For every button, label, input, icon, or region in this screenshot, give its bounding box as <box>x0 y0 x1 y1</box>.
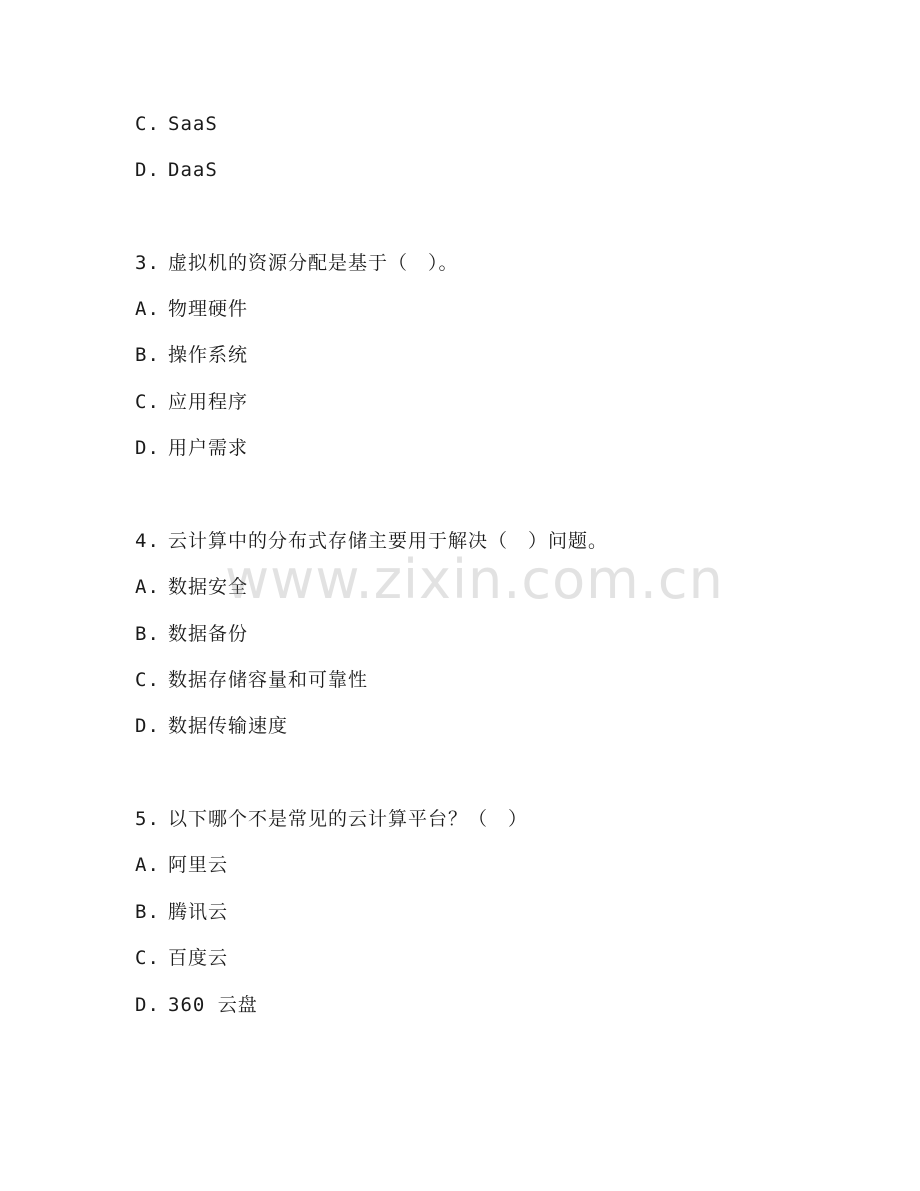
q4-option-d <box>135 714 288 738</box>
option-label: C. <box>135 669 160 691</box>
question-5 <box>135 807 528 831</box>
q3-option-a <box>135 297 248 321</box>
option-text: 用户需求 <box>168 437 249 459</box>
option-text: DaaS <box>168 159 218 181</box>
option-label: C. <box>135 113 160 135</box>
q4-option-a <box>135 575 248 599</box>
option-label: A. <box>135 576 160 598</box>
question-number: 4. <box>135 530 160 552</box>
option-label: B. <box>135 344 160 366</box>
option-d-daas <box>135 158 218 182</box>
q3-option-d <box>135 436 248 460</box>
option-label: B. <box>135 901 160 923</box>
option-label: C. <box>135 391 160 413</box>
option-label: D. <box>135 159 160 181</box>
option-text: 应用程序 <box>168 391 249 413</box>
q5-option-c <box>135 946 228 970</box>
option-text: 百度云 <box>168 947 229 969</box>
option-label: B. <box>135 623 160 645</box>
option-text: 数据传输速度 <box>168 715 289 737</box>
q5-option-a <box>135 853 228 877</box>
option-text: 数据安全 <box>168 576 249 598</box>
option-label: A. <box>135 854 160 876</box>
question-4 <box>135 529 608 553</box>
option-text: 数据备份 <box>168 623 249 645</box>
q3-option-b <box>135 343 248 367</box>
q5-option-d <box>135 993 258 1017</box>
option-label: D. <box>135 994 160 1016</box>
option-text: 腾讯云 <box>168 901 229 923</box>
q3-option-c <box>135 390 248 414</box>
q4-option-c <box>135 668 368 692</box>
site-watermark: www.zixin.com.cn <box>225 548 724 611</box>
question-number: 5. <box>135 808 160 830</box>
option-text: 阿里云 <box>168 854 229 876</box>
option-c-saas <box>135 112 218 136</box>
option-text: SaaS <box>168 113 218 135</box>
q5-option-b <box>135 900 228 924</box>
option-label: D. <box>135 715 160 737</box>
question-text: 虚拟机的资源分配是基于（ ）。 <box>168 252 459 274</box>
question-number: 3. <box>135 252 160 274</box>
question-text: 云计算中的分布式存储主要用于解决（ ）问题。 <box>168 530 609 552</box>
option-text: 360 云盘 <box>168 994 258 1016</box>
option-label: A. <box>135 298 160 320</box>
option-label: D. <box>135 437 160 459</box>
question-3 <box>135 251 459 275</box>
q4-option-b <box>135 622 248 646</box>
option-label: C. <box>135 947 160 969</box>
option-text: 数据存储容量和可靠性 <box>168 669 369 691</box>
option-text: 物理硬件 <box>168 298 249 320</box>
question-text: 以下哪个不是常见的云计算平台？（ ） <box>168 808 529 830</box>
option-text: 操作系统 <box>168 344 249 366</box>
